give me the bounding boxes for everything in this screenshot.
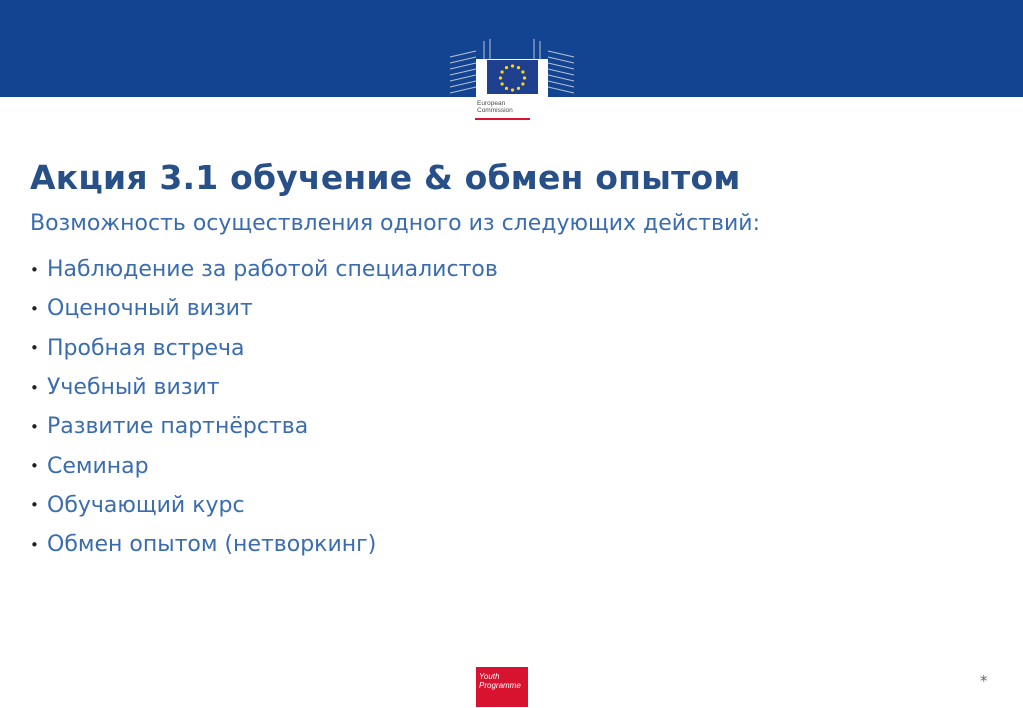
bullet-icon: • [30, 378, 39, 397]
list-item [30, 407, 498, 446]
list-item-text: Наблюдение за работой специалистов [47, 257, 498, 283]
logo-line-european: European [477, 100, 506, 107]
logo-line-commission: Commission [477, 107, 513, 114]
list-item-text: Обучающий курс [47, 492, 245, 518]
list-item-text: Пробная встреча [47, 335, 245, 361]
list-item-text: Развитие партнёрства [47, 414, 309, 440]
list-item-text: Учебный визит [47, 375, 220, 401]
bullet-icon: • [30, 260, 39, 279]
list-item-text: Семинар [47, 453, 149, 479]
list-item [30, 250, 498, 289]
page-number-mark: * [980, 672, 988, 690]
bullet-icon: • [30, 339, 39, 358]
logo-caption [477, 100, 513, 114]
action-list [30, 250, 498, 564]
slide-title: Акция 3.1 обучение & обмен опытом [30, 158, 741, 197]
slide-intro: Возможность осуществления одного из следующих действий: [30, 211, 760, 236]
bullet-icon: • [30, 496, 39, 515]
berlaymont-building-icon [446, 37, 578, 99]
list-item-text: Оценочный визит [47, 296, 253, 322]
bullet-icon: • [30, 299, 39, 318]
badge-line-programme: Programme [479, 681, 521, 690]
bullet-icon: • [30, 417, 39, 436]
badge-line-youth: Youth [479, 672, 500, 681]
bullet-icon: • [30, 535, 39, 554]
list-item [30, 486, 498, 525]
list-item [30, 525, 498, 564]
logo-red-rule [475, 118, 530, 120]
list-item [30, 446, 498, 485]
youth-programme-badge [476, 667, 528, 707]
european-commission-logo [446, 37, 578, 125]
bullet-icon: • [30, 457, 39, 476]
list-item-text: Обмен опытом (нетворкинг) [47, 532, 377, 558]
list-item [30, 289, 498, 328]
list-item [30, 329, 498, 368]
list-item [30, 368, 498, 407]
